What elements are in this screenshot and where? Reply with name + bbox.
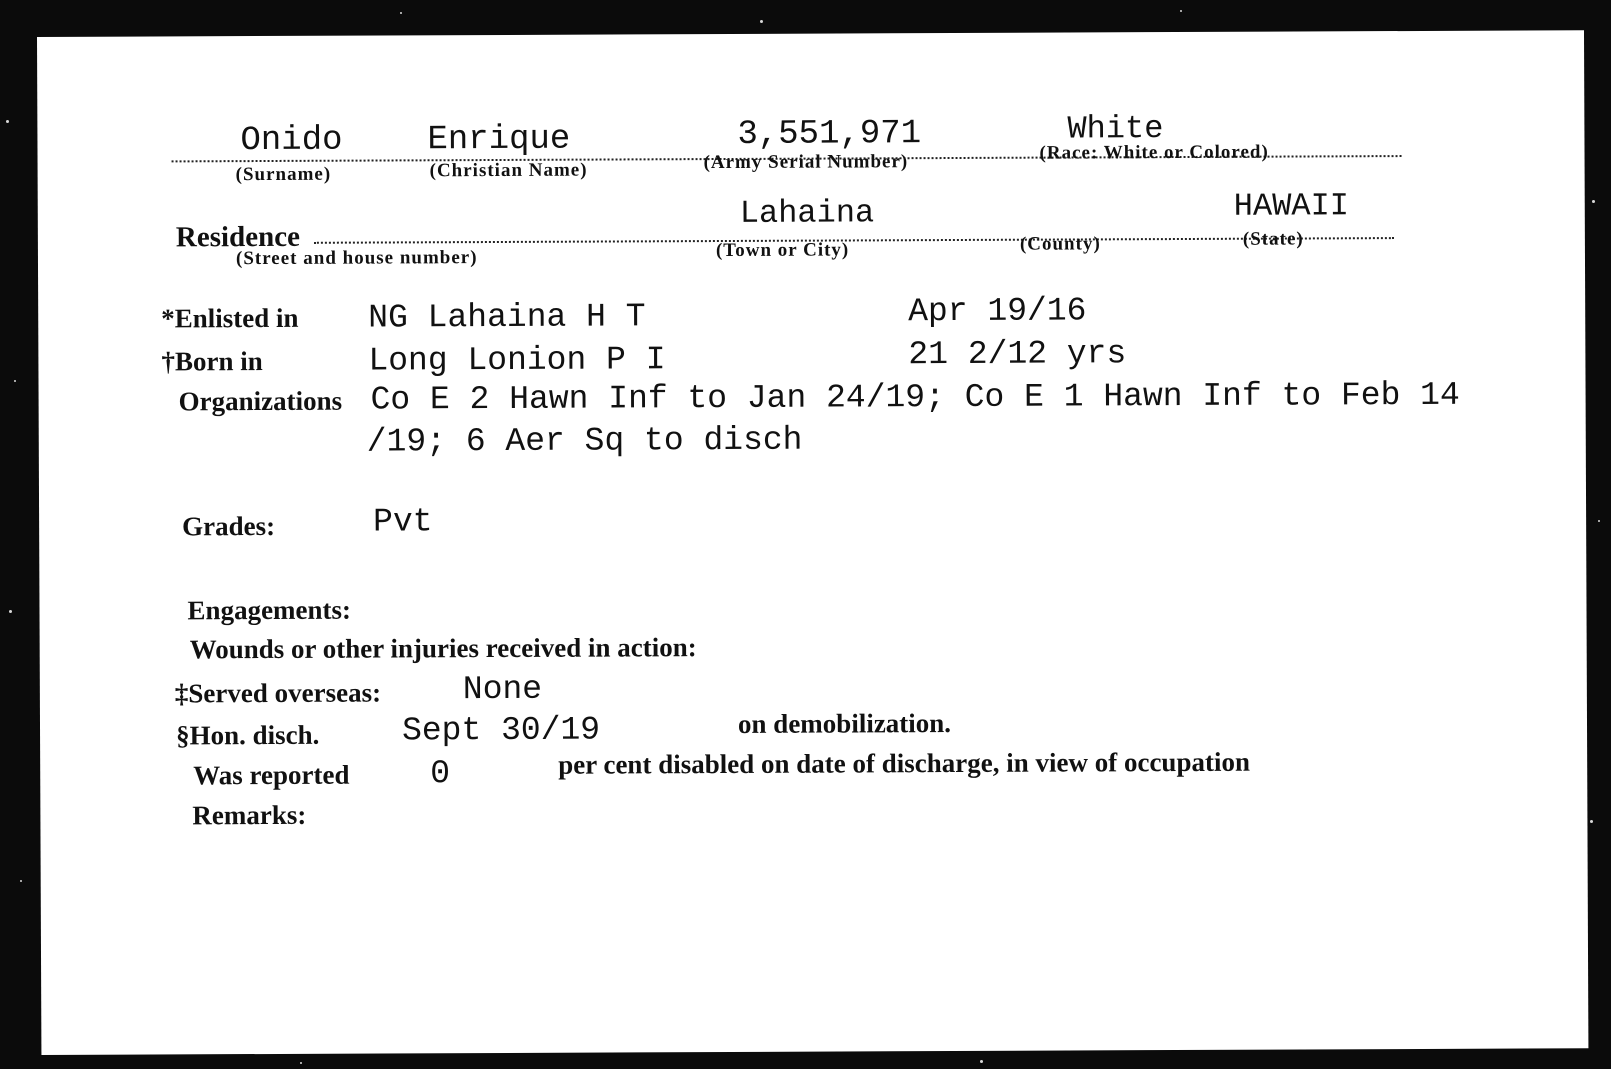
served-overseas-value: None	[462, 670, 543, 709]
christian-name-value: Enrique	[427, 120, 571, 160]
race-caption: (Race: White or Colored)	[1039, 141, 1269, 164]
residence-label: Residence	[175, 220, 300, 254]
grades-value: Pvt	[373, 503, 433, 541]
reported-value: 0	[430, 755, 451, 793]
remarks-label: Remarks:	[192, 799, 307, 831]
enlisted-date-value: Apr 19/16	[908, 292, 1087, 331]
born-age-value: 21 2/12 yrs	[908, 335, 1127, 374]
residence-town-value: Lahaina	[739, 194, 875, 232]
born-place-value: Long Lonion P I	[368, 341, 666, 380]
race-value: White	[1067, 110, 1164, 148]
christian-name-caption: (Christian Name)	[429, 159, 588, 182]
state-caption: (State)	[1242, 228, 1304, 250]
residence-state-value: HAWAII	[1233, 187, 1350, 225]
engagements-label: Engagements:	[187, 594, 352, 626]
county-caption: (County)	[1019, 233, 1101, 255]
residence-line	[314, 237, 1394, 244]
street-caption: (Street and house number)	[235, 247, 478, 270]
organizations-line-1: Co E 2 Hawn Inf to Jan 24/19; Co E 1 Hawn Inf to Feb 14	[370, 376, 1460, 419]
served-overseas-label: ‡Served overseas:	[174, 677, 382, 709]
hon-disch-label: §Hon. disch.	[175, 719, 320, 751]
service-record-card	[37, 30, 1588, 1055]
wounds-label: Wounds or other injuries received in action:	[189, 632, 697, 665]
surname-value: Onido	[240, 121, 343, 161]
surname-caption: (Surname)	[235, 163, 332, 186]
enlisted-label: *Enlisted in	[161, 302, 299, 334]
army-serial-number-value: 3,551,971	[737, 115, 922, 154]
hon-disch-suffix: on demobilization.	[737, 708, 952, 739]
town-caption: (Town or City)	[715, 239, 850, 262]
grades-label: Grades:	[182, 510, 276, 542]
organizations-label: Organizations	[178, 385, 343, 417]
reported-suffix: per cent disabled on date of discharge, in view of occupation	[558, 746, 1251, 780]
reported-label: Was reported	[193, 759, 350, 791]
enlisted-place-value: NG Lahaina H T	[368, 298, 646, 337]
organizations-line-2: /19; 6 Aer Sq to disch	[366, 421, 803, 461]
army-serial-number-caption: (Army Serial Number)	[703, 151, 909, 174]
born-label: †Born in	[161, 346, 263, 377]
hon-disch-date-value: Sept 30/19	[401, 711, 601, 750]
